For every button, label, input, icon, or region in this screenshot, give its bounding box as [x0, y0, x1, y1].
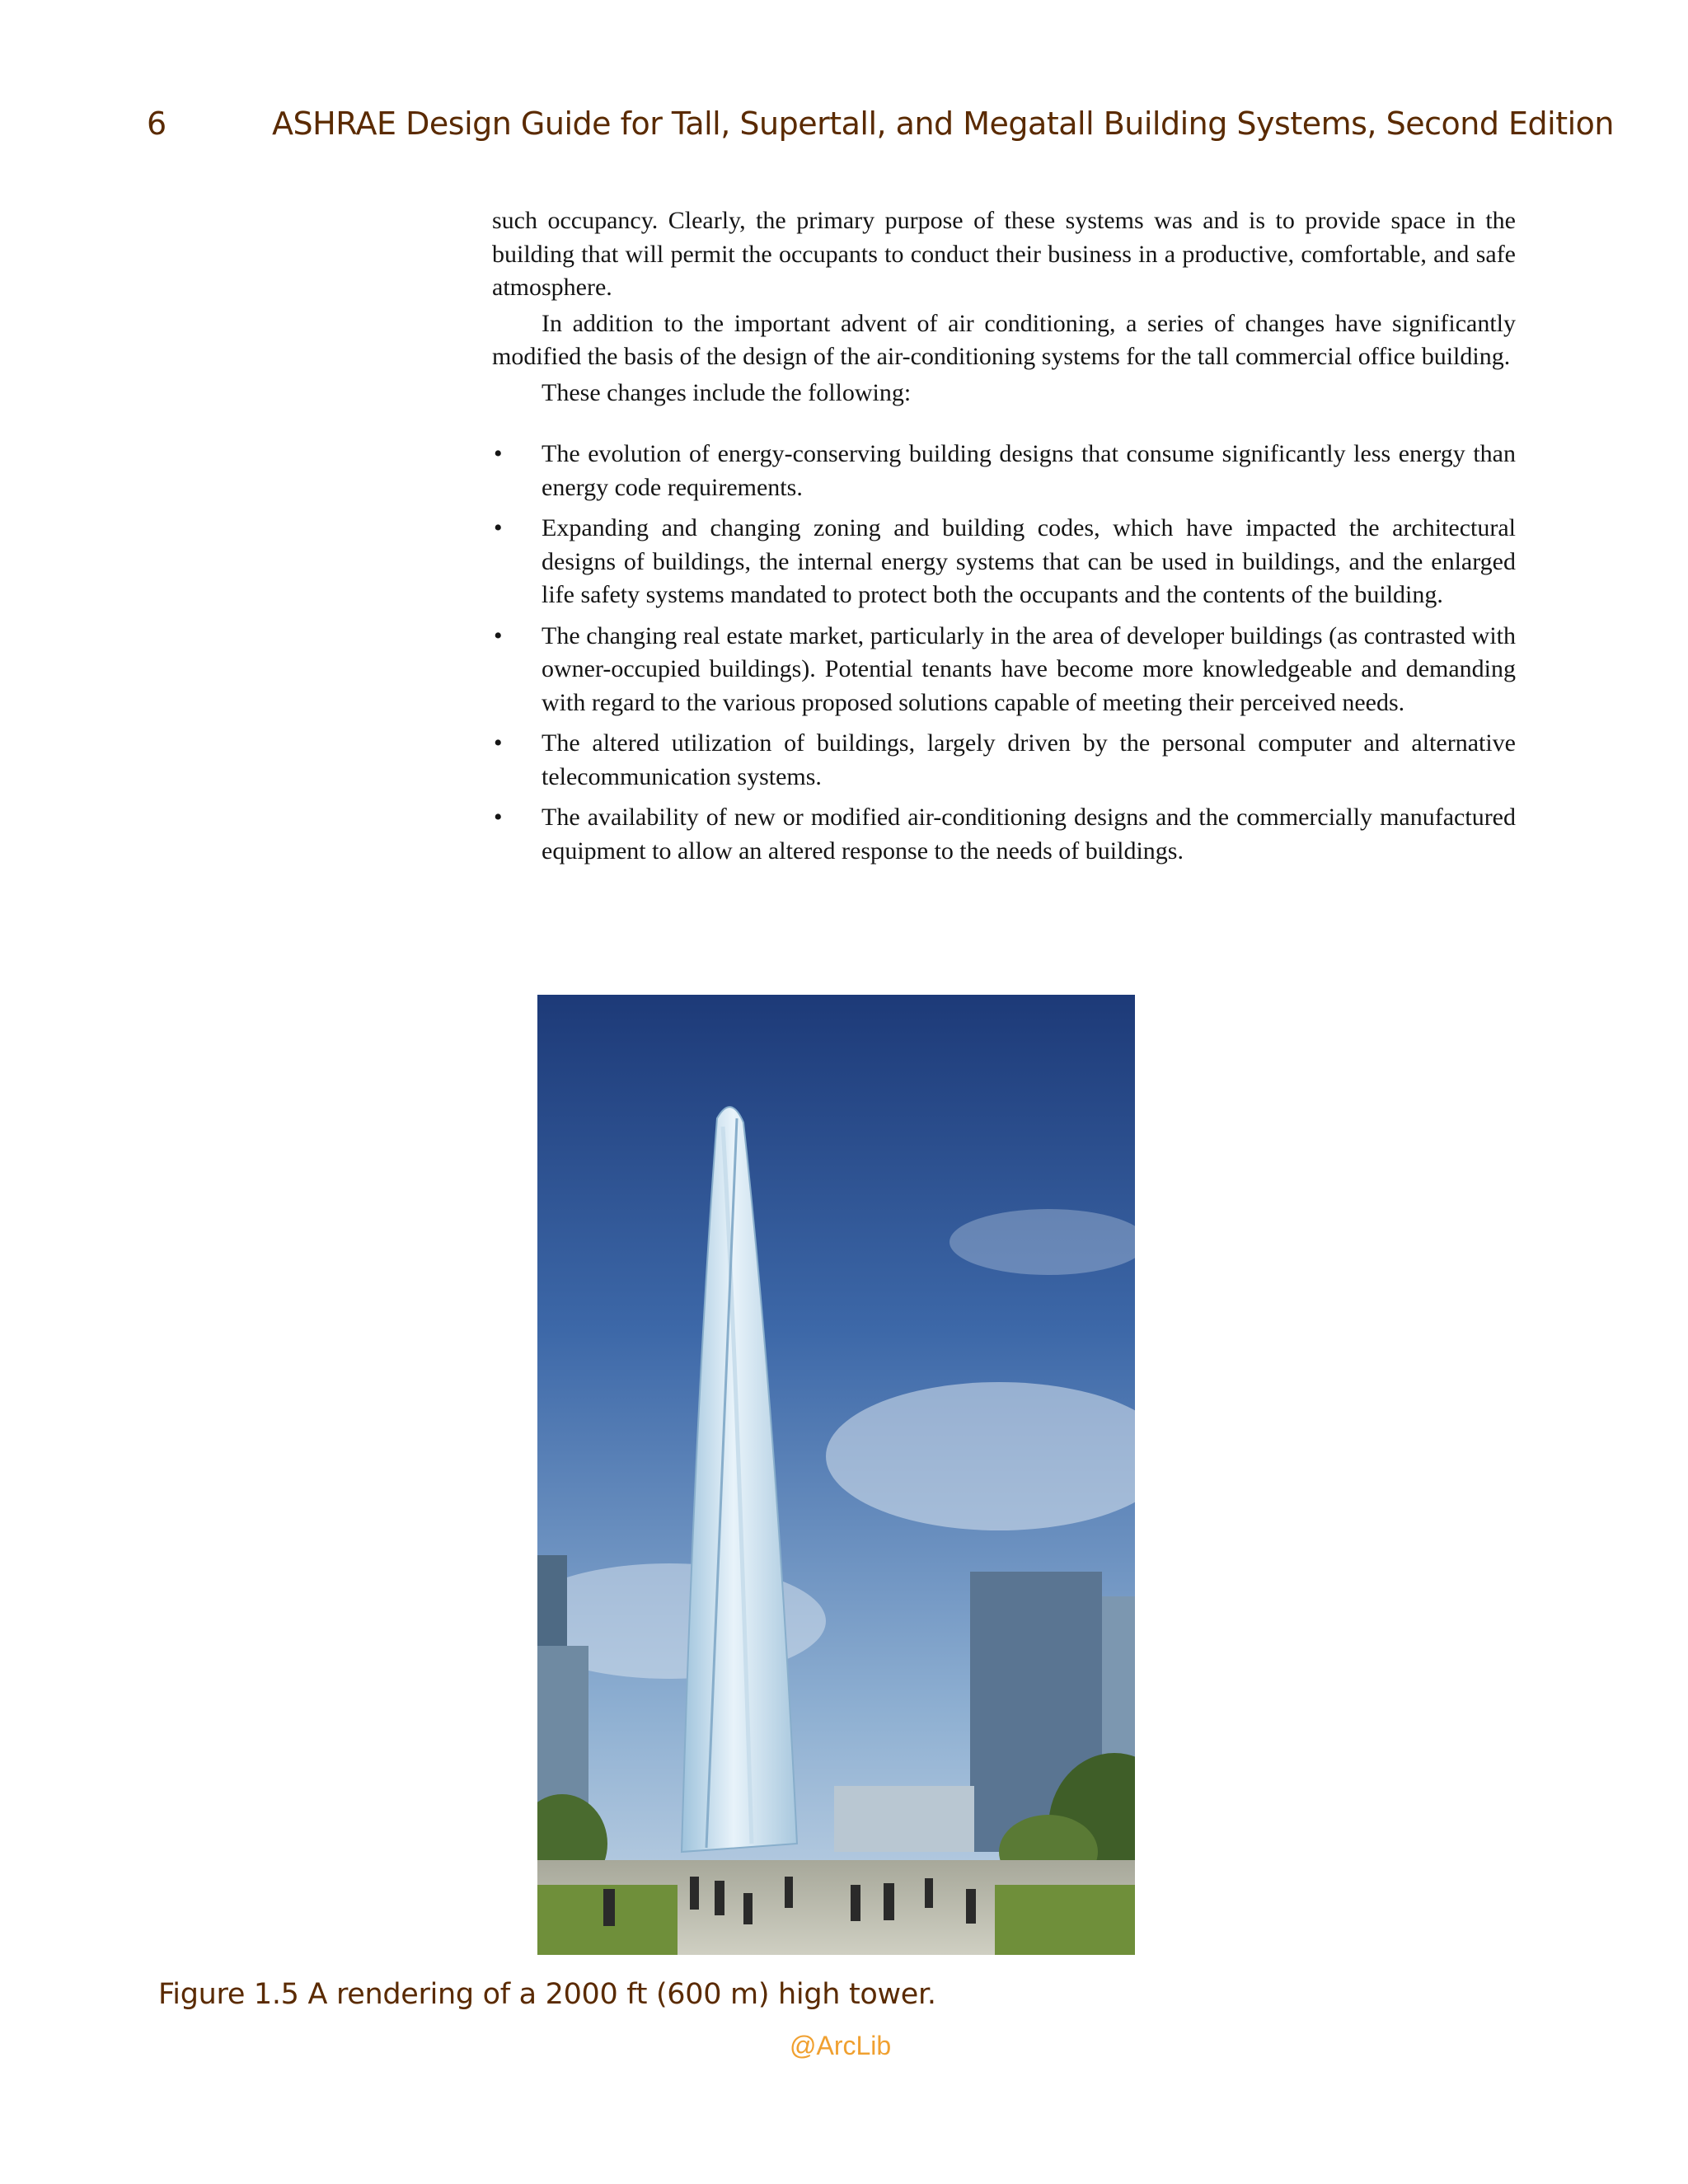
figure-caption: Figure 1.5 A rendering of a 2000 ft (600 m) high tower.	[158, 1978, 936, 2011]
bullet-item	[492, 727, 1516, 794]
bullet-item	[492, 801, 1516, 868]
lawn	[995, 1885, 1135, 1955]
bullet-icon: •	[494, 729, 503, 757]
distant-buildings	[834, 1786, 974, 1852]
tower-rendering-image	[537, 995, 1135, 1955]
bullet-text: The evolution of energy-conserving building designs that consume significantly less energy than energy code requirements.	[542, 440, 1516, 501]
bullet-text: The altered utilization of buildings, largely driven by the personal computer and alternative telecommunication systems.	[542, 729, 1516, 790]
bullet-icon: •	[494, 804, 503, 831]
page-number: 6	[147, 105, 167, 142]
bullet-icon: •	[494, 440, 503, 467]
bullet-icon: •	[494, 514, 503, 541]
paragraph: In addition to the important advent of air conditioning, a series of changes have significantly modified the basis of the design of the air-conditioning systems for the tall commercial office building.	[492, 309, 1516, 370]
bullet-list	[492, 438, 1516, 868]
page-header	[0, 105, 1688, 155]
tower-rendering-figure	[537, 995, 1135, 1955]
watermark: @ArcLib	[790, 2031, 892, 2060]
body-text	[492, 204, 1516, 875]
bullet-item	[492, 512, 1516, 612]
bullet-item	[492, 438, 1516, 504]
bullet-icon: •	[494, 621, 503, 649]
bullet-text: Expanding and changing zoning and building codes, which have impacted the architectural designs of buildings, the internal energy systems that can be used in buildings, and the enlarged life safety systems mandated to protect both the occupants and the contents of the building.	[542, 514, 1516, 608]
bullet-text: The changing real estate market, particularly in the area of developer buildings (as contrasted with owner-occupied buildings). Potential tenants have become more knowledgeable and demanding with regard to the various proposed solutions capable of meeting their perceived needs.	[542, 621, 1516, 716]
paragraph: These changes include the following:	[542, 378, 912, 406]
bullet-item	[492, 620, 1516, 720]
bullet-text: The availability of new or modified air-conditioning designs and the commercially manufactured equipment to allow an altered response to the needs of buildings.	[542, 804, 1516, 865]
running-title: ASHRAE Design Guide for Tall, Supertall, and Megatall Building Systems, Second Edition	[272, 105, 1614, 142]
paragraph: such occupancy. Clearly, the primary purpose of these systems was and is to provide space in the building that will permit the occupants to conduct their business in a productive, comfortable, and safe atmosphere.	[492, 207, 1516, 301]
